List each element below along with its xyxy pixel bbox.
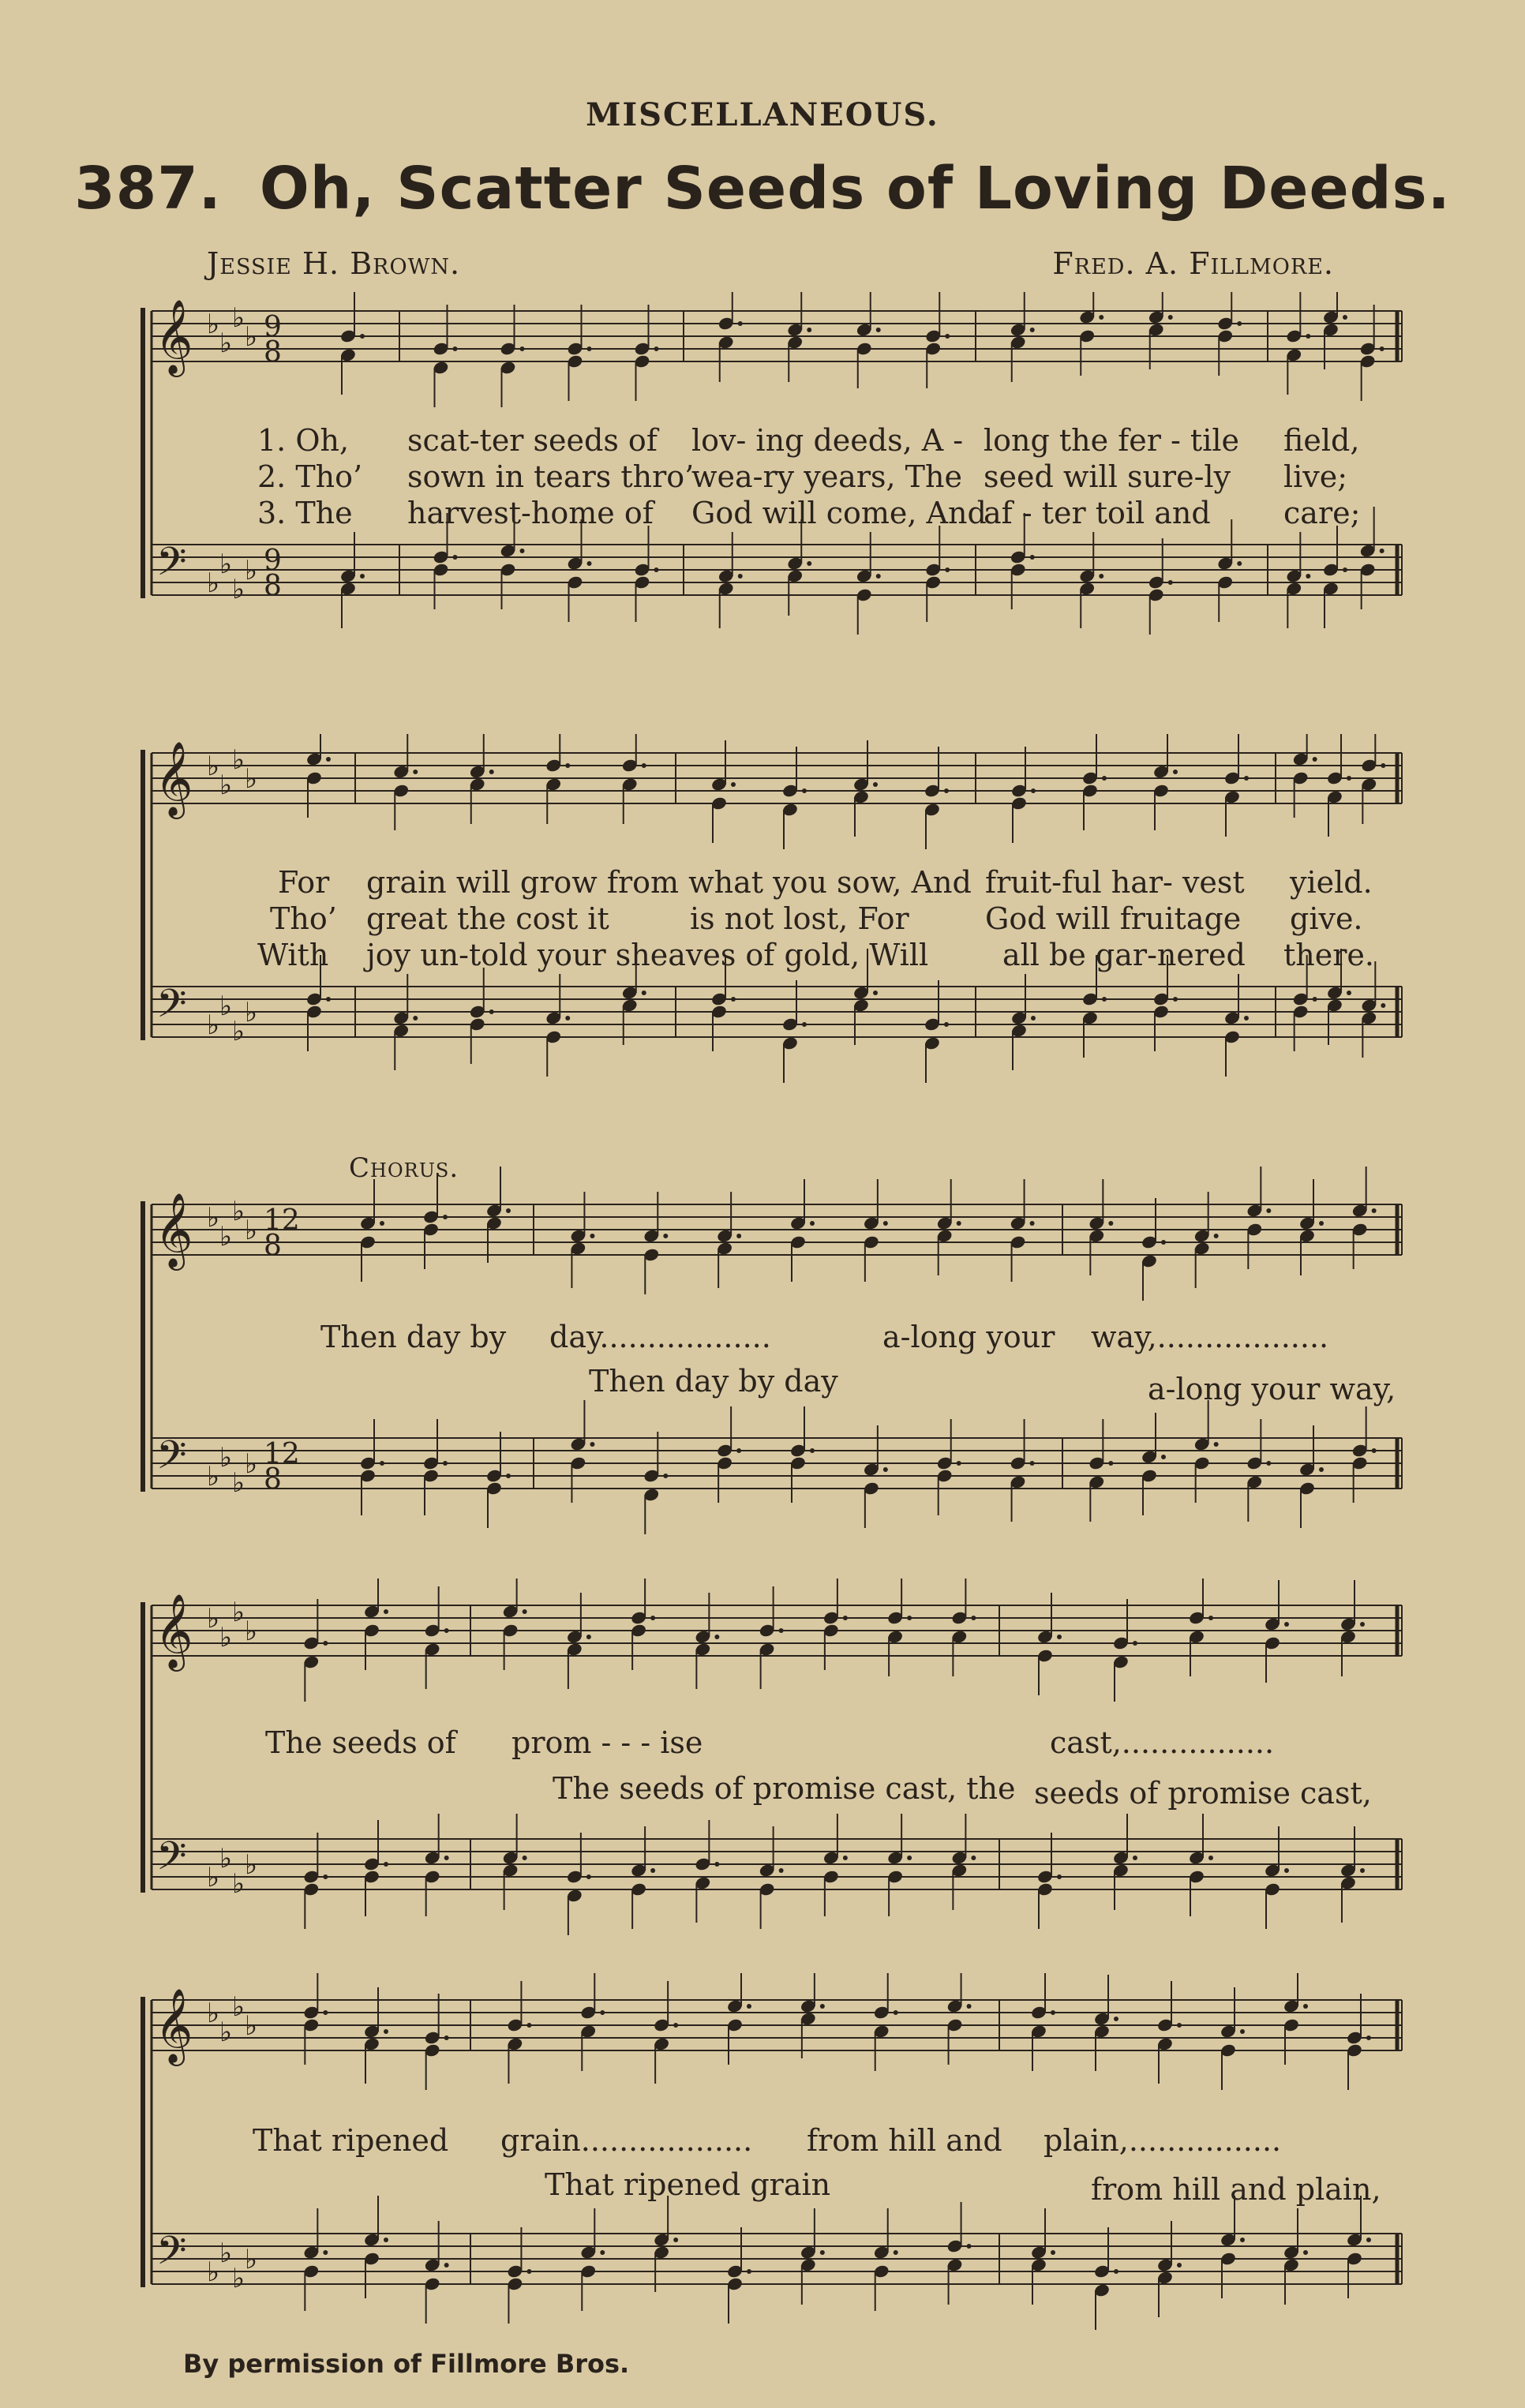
- flat-sign: ♭: [207, 1009, 220, 1041]
- dot: [587, 561, 592, 566]
- dot: [967, 2244, 972, 2249]
- dot: [587, 346, 592, 351]
- dot: [384, 2238, 388, 2242]
- dot: [654, 346, 659, 351]
- dot: [843, 1856, 848, 1860]
- flat-sign: ♭: [207, 1998, 220, 2029]
- dot: [506, 1474, 511, 1478]
- dot: [873, 991, 878, 995]
- dot: [453, 555, 458, 560]
- dot: [876, 328, 881, 332]
- dot: [1208, 1856, 1213, 1860]
- dot: [489, 1009, 494, 1014]
- lyric: God will fruitage: [985, 901, 1242, 936]
- flat-sign: ♭: [245, 2010, 258, 2042]
- dot: [1099, 315, 1103, 320]
- dot: [590, 1442, 594, 1447]
- dot: [779, 1628, 784, 1633]
- hymn-title: [0, 155, 1525, 223]
- dot: [650, 1616, 655, 1620]
- time-signature-denominator: 8: [264, 1463, 282, 1496]
- lyric: there.: [1283, 938, 1374, 972]
- dot: [945, 567, 950, 572]
- dot: [326, 757, 331, 762]
- dot: [810, 1448, 815, 1453]
- time-signature-denominator: 8: [264, 1230, 282, 1262]
- dot: [1108, 1221, 1113, 1226]
- dot: [1108, 1461, 1113, 1466]
- flat-sign: ♭: [245, 555, 258, 586]
- dot: [380, 1461, 384, 1466]
- flat-sign: ♭: [219, 991, 233, 1022]
- lyric: scat-ter seeds of: [407, 423, 658, 458]
- music-system-3: [139, 1152, 1410, 1547]
- lyric: God will come, And: [691, 496, 987, 530]
- dot: [1347, 991, 1351, 995]
- dot: [714, 1635, 719, 1639]
- flat-sign: ♭: [207, 309, 220, 340]
- flat-sign: ♭: [245, 1448, 258, 1480]
- dot: [1303, 2004, 1308, 2009]
- dot: [565, 763, 570, 768]
- chorus-lyric: That ripened: [253, 2123, 449, 2158]
- dot: [747, 2269, 751, 2274]
- flat-sign: ♭: [245, 1616, 258, 1647]
- dot: [1214, 1442, 1219, 1447]
- dot: [1303, 2250, 1308, 2255]
- music-system-2: [139, 734, 1410, 1113]
- flat-sign: ♭: [219, 1442, 233, 1474]
- flat-sign: ♭: [232, 1196, 245, 1227]
- bass-clef: 𝄢: [156, 2228, 187, 2283]
- dot: [600, 2250, 605, 2255]
- dot: [1173, 770, 1178, 774]
- flat-sign: ♭: [207, 567, 220, 599]
- flat-sign: ♭: [207, 1202, 220, 1234]
- lyric: all be gar-nered: [1002, 938, 1246, 972]
- dot: [1177, 2263, 1182, 2268]
- dot: [663, 1474, 668, 1478]
- lyric: 1. Oh,: [257, 423, 350, 458]
- dot: [526, 2269, 531, 2274]
- dot: [520, 346, 525, 351]
- verse-1-lyric-line: [139, 865, 1410, 901]
- flat-sign: ♭: [207, 1461, 220, 1492]
- treble-clef: 𝄞: [155, 1193, 193, 1268]
- chorus-lyric: grain..................: [500, 2123, 753, 2158]
- dot: [876, 574, 881, 579]
- chorus-lyric: cast,................: [1050, 1725, 1275, 1760]
- permission-note: By permission of Fillmore Bros.: [183, 2349, 630, 2379]
- dot: [1372, 1448, 1377, 1453]
- dot: [1051, 2250, 1055, 2255]
- dot: [413, 770, 418, 774]
- verse-2-lyric-line: [139, 901, 1410, 938]
- flat-sign: ♭: [219, 1843, 233, 1874]
- flat-sign: ♭: [232, 2263, 245, 2294]
- chorus-lyric: a-long your: [882, 1320, 1055, 1354]
- dot: [1031, 788, 1036, 793]
- dot: [820, 2004, 825, 2009]
- chorus-lyric-lower: Then day by day: [589, 1364, 838, 1399]
- flat-sign: ♭: [232, 1991, 245, 2023]
- flat-sign: ♭: [219, 2238, 233, 2269]
- chorus-lyric: from hill and: [807, 2123, 1002, 2158]
- chorus-lyric: The seeds of: [265, 1725, 456, 1760]
- dot: [1380, 549, 1384, 553]
- chorus-lyric-lower: from hill and plain,: [1091, 2172, 1381, 2207]
- dot: [907, 1856, 912, 1860]
- dot: [1051, 2010, 1055, 2015]
- dot: [1360, 1868, 1365, 1873]
- dot: [590, 1234, 594, 1238]
- dot: [673, 2023, 678, 2028]
- chorus-lyric-lower: That ripened grain: [545, 2167, 831, 2202]
- dot: [1099, 574, 1103, 579]
- flat-sign: ♭: [232, 574, 245, 605]
- dot: [1381, 763, 1385, 768]
- flat-sign: ♭: [245, 2244, 258, 2275]
- dot: [1133, 1856, 1137, 1860]
- dot: [883, 1221, 888, 1226]
- treble-clef: 𝄞: [155, 1593, 193, 1668]
- dot: [1360, 1622, 1365, 1627]
- dot: [731, 997, 736, 1002]
- lyric: give.: [1290, 901, 1363, 936]
- dot: [1102, 997, 1107, 1002]
- dot: [1266, 1208, 1271, 1213]
- dot: [1372, 1208, 1377, 1213]
- dot: [642, 991, 646, 995]
- bass-clef: 𝄢: [156, 1833, 187, 1889]
- dot: [663, 1234, 668, 1238]
- staff-system-4: [139, 1578, 1410, 1957]
- dot: [1133, 1641, 1137, 1646]
- dot: [1313, 997, 1317, 1002]
- dot: [1237, 321, 1242, 326]
- dot: [1306, 334, 1310, 339]
- dot: [714, 1862, 719, 1867]
- flat-sign: ♭: [207, 1603, 220, 1635]
- dot: [1343, 315, 1347, 320]
- dot: [738, 574, 743, 579]
- dot: [1240, 2238, 1245, 2242]
- dot: [957, 1221, 961, 1226]
- lyric: 2. Tho’: [257, 459, 363, 494]
- dot: [747, 2004, 751, 2009]
- dot: [1208, 1616, 1213, 1620]
- lyric: harvest-home of: [407, 496, 654, 530]
- dot: [883, 1467, 888, 1472]
- flat-sign: ♭: [207, 1862, 220, 1893]
- dot: [873, 782, 878, 787]
- lyric: care;: [1283, 496, 1361, 530]
- dot: [586, 1874, 591, 1879]
- dot: [820, 2250, 825, 2255]
- time-signature-numerator: 12: [264, 1204, 300, 1237]
- bass-clef: 𝄢: [156, 1432, 187, 1488]
- dot: [1114, 2269, 1118, 2274]
- flat-sign: ♭: [245, 997, 258, 1028]
- dot: [384, 2029, 388, 2034]
- dot: [1030, 328, 1035, 332]
- dot: [650, 1868, 655, 1873]
- dot: [360, 574, 365, 579]
- dot: [520, 549, 525, 553]
- dot: [731, 782, 736, 787]
- hymn-number: 387.: [74, 155, 222, 223]
- dot: [1284, 1868, 1289, 1873]
- dot: [600, 2010, 605, 2015]
- time-signature-numerator: 9: [264, 311, 282, 343]
- section-heading: MISCELLANEOUS.: [586, 96, 939, 133]
- chorus-label: Chorus.: [349, 1152, 459, 1184]
- hymn-title-text: Oh, Scatter Seeds of Loving Deeds.: [259, 155, 1451, 223]
- flat-sign: ♭: [232, 744, 245, 776]
- lyric: is not lost, For: [690, 901, 909, 936]
- dot: [1057, 1635, 1062, 1639]
- chorus-lyric: day..................: [549, 1320, 771, 1354]
- bass-clef: 𝄢: [156, 981, 187, 1036]
- dot: [802, 788, 807, 793]
- flat-sign: ♭: [219, 2017, 233, 2048]
- dot: [1366, 2238, 1371, 2242]
- flat-sign: ♭: [232, 302, 245, 334]
- music-system-4: [139, 1578, 1410, 1957]
- lyric: lov- ing deeds, A -: [691, 423, 964, 458]
- dot: [1244, 1016, 1249, 1020]
- flat-sign: ♭: [207, 751, 220, 782]
- dot: [523, 1856, 527, 1860]
- dot: [326, 997, 331, 1002]
- dot: [1319, 1467, 1324, 1472]
- composer-credit: Fred. A. Fillmore.: [1052, 246, 1334, 281]
- dot: [907, 1616, 912, 1620]
- dot: [444, 1628, 449, 1633]
- dot: [323, 1641, 328, 1646]
- lyric: wea-ry years, The: [691, 459, 962, 494]
- dot: [444, 2263, 449, 2268]
- time-signature-numerator: 9: [264, 545, 282, 577]
- dot: [642, 763, 646, 768]
- dot: [843, 1616, 848, 1620]
- lyric: For: [278, 865, 330, 900]
- flat-sign: ♭: [219, 1221, 233, 1253]
- dot: [1030, 1221, 1035, 1226]
- dot: [894, 2010, 898, 2015]
- flat-sign: ♭: [232, 1868, 245, 1900]
- dot: [894, 2250, 898, 2255]
- dot: [523, 1609, 527, 1614]
- chorus-lyric: way,..................: [1091, 1320, 1329, 1354]
- dot: [443, 1215, 448, 1219]
- time-signature-denominator: 8: [264, 336, 282, 369]
- dot: [1240, 2029, 1245, 2034]
- dot: [1168, 315, 1173, 320]
- flat-sign: ♭: [219, 1622, 233, 1653]
- dot: [1237, 561, 1242, 566]
- flat-sign: ♭: [232, 1597, 245, 1628]
- dot: [1030, 555, 1035, 560]
- dot: [1031, 1016, 1036, 1020]
- dot: [1214, 1234, 1219, 1238]
- treble-clef: 𝄞: [155, 1988, 193, 2063]
- flat-sign: ♭: [232, 1467, 245, 1499]
- lyric: yield.: [1290, 865, 1373, 900]
- dot: [1177, 2023, 1182, 2028]
- dot: [1319, 1221, 1324, 1226]
- dot: [654, 567, 659, 572]
- dot: [971, 1856, 976, 1860]
- lyric: joy un-told your sheaves of gold, Will: [366, 938, 929, 972]
- dot: [565, 1016, 570, 1020]
- lyric: Tho’: [270, 901, 337, 936]
- lyric: great the cost it: [366, 901, 609, 936]
- dot: [957, 1461, 961, 1466]
- dot: [1161, 1455, 1166, 1459]
- dot: [1266, 1461, 1271, 1466]
- flat-sign: ♭: [245, 1849, 258, 1881]
- dot: [506, 1208, 511, 1213]
- dot: [1284, 1622, 1289, 1627]
- dot: [443, 1461, 448, 1466]
- dot: [453, 346, 458, 351]
- lyric: long the fer - tile: [984, 423, 1240, 458]
- lyric: sown in tears thro’: [407, 459, 695, 494]
- dot: [779, 1868, 784, 1873]
- dot: [1366, 2035, 1371, 2040]
- dot: [360, 334, 365, 339]
- flat-sign: ♭: [245, 321, 258, 353]
- dot: [1173, 997, 1178, 1002]
- flat-sign: ♭: [245, 763, 258, 795]
- verse-3-lyric-line: [139, 938, 1410, 974]
- flat-sign: ♭: [219, 770, 233, 801]
- flat-sign: ♭: [207, 2256, 220, 2288]
- chorus-lyric: Then day by: [320, 1320, 507, 1354]
- dot: [489, 770, 494, 774]
- dot: [673, 2238, 678, 2242]
- chorus-lyric-lower: a-long your way,: [1148, 1372, 1396, 1406]
- flat-sign: ♭: [232, 1016, 245, 1047]
- brace: [141, 1997, 145, 2287]
- dot: [323, 2010, 328, 2015]
- staff-system-5: [139, 1973, 1410, 2352]
- dot: [526, 2023, 531, 2028]
- dot: [444, 1856, 449, 1860]
- dot: [586, 1635, 591, 1639]
- flat-sign: ♭: [219, 328, 233, 359]
- dot: [736, 1234, 741, 1238]
- dot: [1114, 2017, 1118, 2021]
- dot: [323, 1874, 328, 1879]
- dot: [807, 561, 811, 566]
- lyricist-credit: Jessie H. Brown.: [207, 246, 461, 281]
- dot: [1343, 567, 1347, 572]
- dot: [1347, 776, 1351, 781]
- dot: [1313, 757, 1317, 762]
- dot: [1168, 580, 1173, 585]
- dot: [810, 1221, 815, 1226]
- chorus-lyric-lower: seeds of promise cast,: [1034, 1776, 1372, 1811]
- brace: [141, 1201, 145, 1492]
- dot: [444, 2035, 449, 2040]
- verse-2-lyric-line: [139, 459, 1410, 496]
- verse-1-lyric-line: [139, 423, 1410, 459]
- dot: [807, 328, 811, 332]
- dot: [323, 2250, 328, 2255]
- dot: [971, 1616, 976, 1620]
- music-system-1: [139, 292, 1410, 671]
- dot: [802, 1022, 807, 1027]
- chorus-lyric-lower: The seeds of promise cast, the: [553, 1771, 1016, 1806]
- lyric: fruit-ful har- vest: [985, 865, 1245, 900]
- dot: [944, 1022, 949, 1027]
- dot: [384, 1862, 388, 1867]
- verse-3-lyric-line: [139, 496, 1410, 532]
- dot: [413, 1016, 418, 1020]
- time-signature-numerator: 12: [264, 1438, 300, 1470]
- lyric: 3. The: [257, 496, 353, 530]
- music-system-5: [139, 1973, 1410, 2352]
- dot: [1244, 776, 1249, 781]
- dot: [944, 788, 949, 793]
- dot: [1057, 1874, 1062, 1879]
- dot: [736, 1448, 741, 1453]
- brace: [141, 1602, 145, 1893]
- bass-clef: 𝄢: [156, 539, 187, 594]
- dot: [1030, 1461, 1035, 1466]
- dot: [384, 1609, 388, 1614]
- treble-clef: 𝄞: [155, 299, 193, 374]
- chorus-lyric: prom - - - ise: [511, 1725, 703, 1760]
- dot: [1381, 1003, 1385, 1008]
- lyric: grain will grow from what you sow, And: [366, 865, 972, 900]
- flat-sign: ♭: [245, 1215, 258, 1246]
- lyric: field,: [1283, 423, 1360, 458]
- lyric: seed will sure-ly: [984, 459, 1231, 494]
- lyric: live;: [1283, 459, 1348, 494]
- dot: [967, 2004, 972, 2009]
- flat-sign: ♭: [219, 549, 233, 580]
- chorus-lyric: plain,................: [1044, 2123, 1282, 2158]
- dot: [945, 334, 950, 339]
- dot: [1380, 346, 1384, 351]
- dot: [380, 1221, 384, 1226]
- lyric: With: [257, 938, 329, 972]
- lyric: af - ter toil and: [984, 496, 1211, 530]
- dot: [1102, 776, 1107, 781]
- dot: [738, 321, 743, 326]
- dot: [1161, 1240, 1166, 1245]
- treble-clef: 𝄞: [155, 741, 193, 816]
- dot: [1306, 574, 1310, 579]
- time-signature-denominator: 8: [264, 570, 282, 602]
